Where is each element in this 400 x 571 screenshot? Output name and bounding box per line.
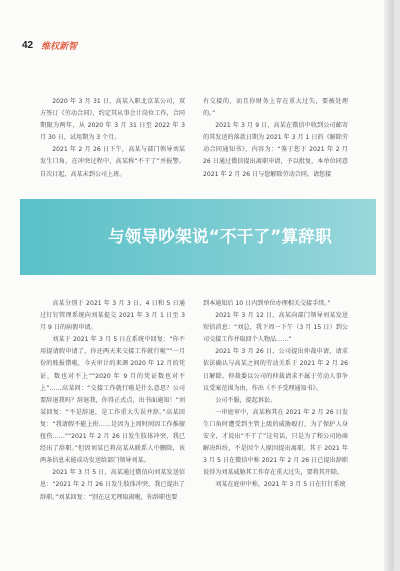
paragraph: 2021 年 3 月 26 日，公司提出仲裁申请，请求依法确认与高某之间的劳动关系于 2021 年 2 月 26 日解除。仲裁委以公司的仲裁请求不属于劳动人事争议受案范围为由，作出《不予受理通知书》。 (203, 348, 348, 392)
page-number: 42 (22, 39, 34, 51)
paragraph: 2021 年 3 月 5 日，高某通过微信向刘某发送信息：“2021 年 2 月 26 日发生肢体冲突，我已提出了辞职。”刘某回复：“别在这无理取闹啦，你辞职也要 (40, 469, 185, 501)
section-title: 维权新智 (41, 41, 78, 52)
top-right-column (203, 96, 348, 184)
paragraph: 刘某于 2021 年 3 月 5 日在系统中回复：“你不用提请假申请了，你还两天来交接工作就行啦”“一月份的账报错啦，今天审计的来调 2020 年 12 月的凭证，数也对不上”“2020 年 9 月的凭证数也对不上”……高某问：“交接工作就行啦是什么意思？公司要辞退我吗？辞退我，你得正式点，出书面通知！”刘某回复：“不是辞退，是工作重大失误并辞。”高某回复：“我请假不能上班……是因为上周时间因工作推擅扭伤……”“2021 年 2 月 26 日发生肢体冲突，我已经出了辞职。”但因刘某已将高某从联系人中删除，该两条信息未能成功发送给部门领导刘某。 (40, 336, 185, 465)
bottom-left-column (40, 298, 185, 556)
paragraph: 2021 年 3 月 12 日，高某向部门领导刘某发送短信消息：“刘总，我下周一下午（3 月 15 日）到公司交接工作并取回个人物品……” (203, 312, 348, 344)
article-top-columns (40, 96, 348, 184)
article-bottom-columns (40, 298, 348, 556)
bottom-right-column (203, 298, 348, 556)
paragraph: 2021 年 3 月 9 日，高某在微信中收到公司邮寄的其发送的落款日期为 2021 年 3 月 1 日的《解除劳动合同通知书》，内容为：“鉴于您于 2021 年 2 月 26 日通过微信提出离职申请，予以批复，本单位同意 2021 年 2 月 26 日与您解除劳动合同。请您接 (203, 122, 348, 178)
paragraph: 刘某在庭审中称，2021 年 3 月 5 日在钉钉系统 (215, 481, 346, 489)
paragraph: 2020 年 3 月 31 日，高某入职北京某公司，双方签订《劳动合同》，约定其从事会计岗位工作，合同期限为两年，从 2020 年 3 月 31 日至 2022 年 3 月 30 日，试用期为 3 个月。 (40, 98, 185, 142)
top-left-column (40, 96, 185, 184)
paragraph: 高某分别于 2021 年 3 月 3 日、4 日和 5 日通过钉钉管理系统向刘某提交 2021 年 3 月 1 日至 3 月 9 日的病假申请。 (40, 300, 185, 332)
article-headline: 与领导吵架说“不干了”算辞职 (108, 227, 332, 246)
page-header (22, 38, 77, 52)
paragraph: 2021 年 2 月 26 日下午，高某与部门领导刘某发生口角，在冲突过程中，高某称“不干了”并报警。自次日起，高某未到公司上班。 (40, 146, 185, 178)
paragraph: 公司不服，提起诉讼。 (215, 396, 277, 404)
page-edge (384, 0, 392, 571)
headline-banner (20, 199, 376, 275)
paragraph: 一审庭审中，高某称其在 2021 年 2 月 26 日发生口角时遭受到主管上级的威胁殴打，为了保护人身安全，才说出“不干了”这句话，只是为了和公司协商解决纠纷，不是因个人原因提出离职。其于 2021 年 3 月 5 日在微信中称 2021 年 2 月 26 日已提出辞职说得为刘某威胁其工作存在重大过失，要将其开除。 (203, 408, 348, 477)
paragraph: 有交接的，而且你财务上存在重大过失，要被处理的。” (203, 98, 348, 118)
paragraph: 到本通知后 10 日内到单位办理相关交接手续。” (203, 300, 331, 307)
